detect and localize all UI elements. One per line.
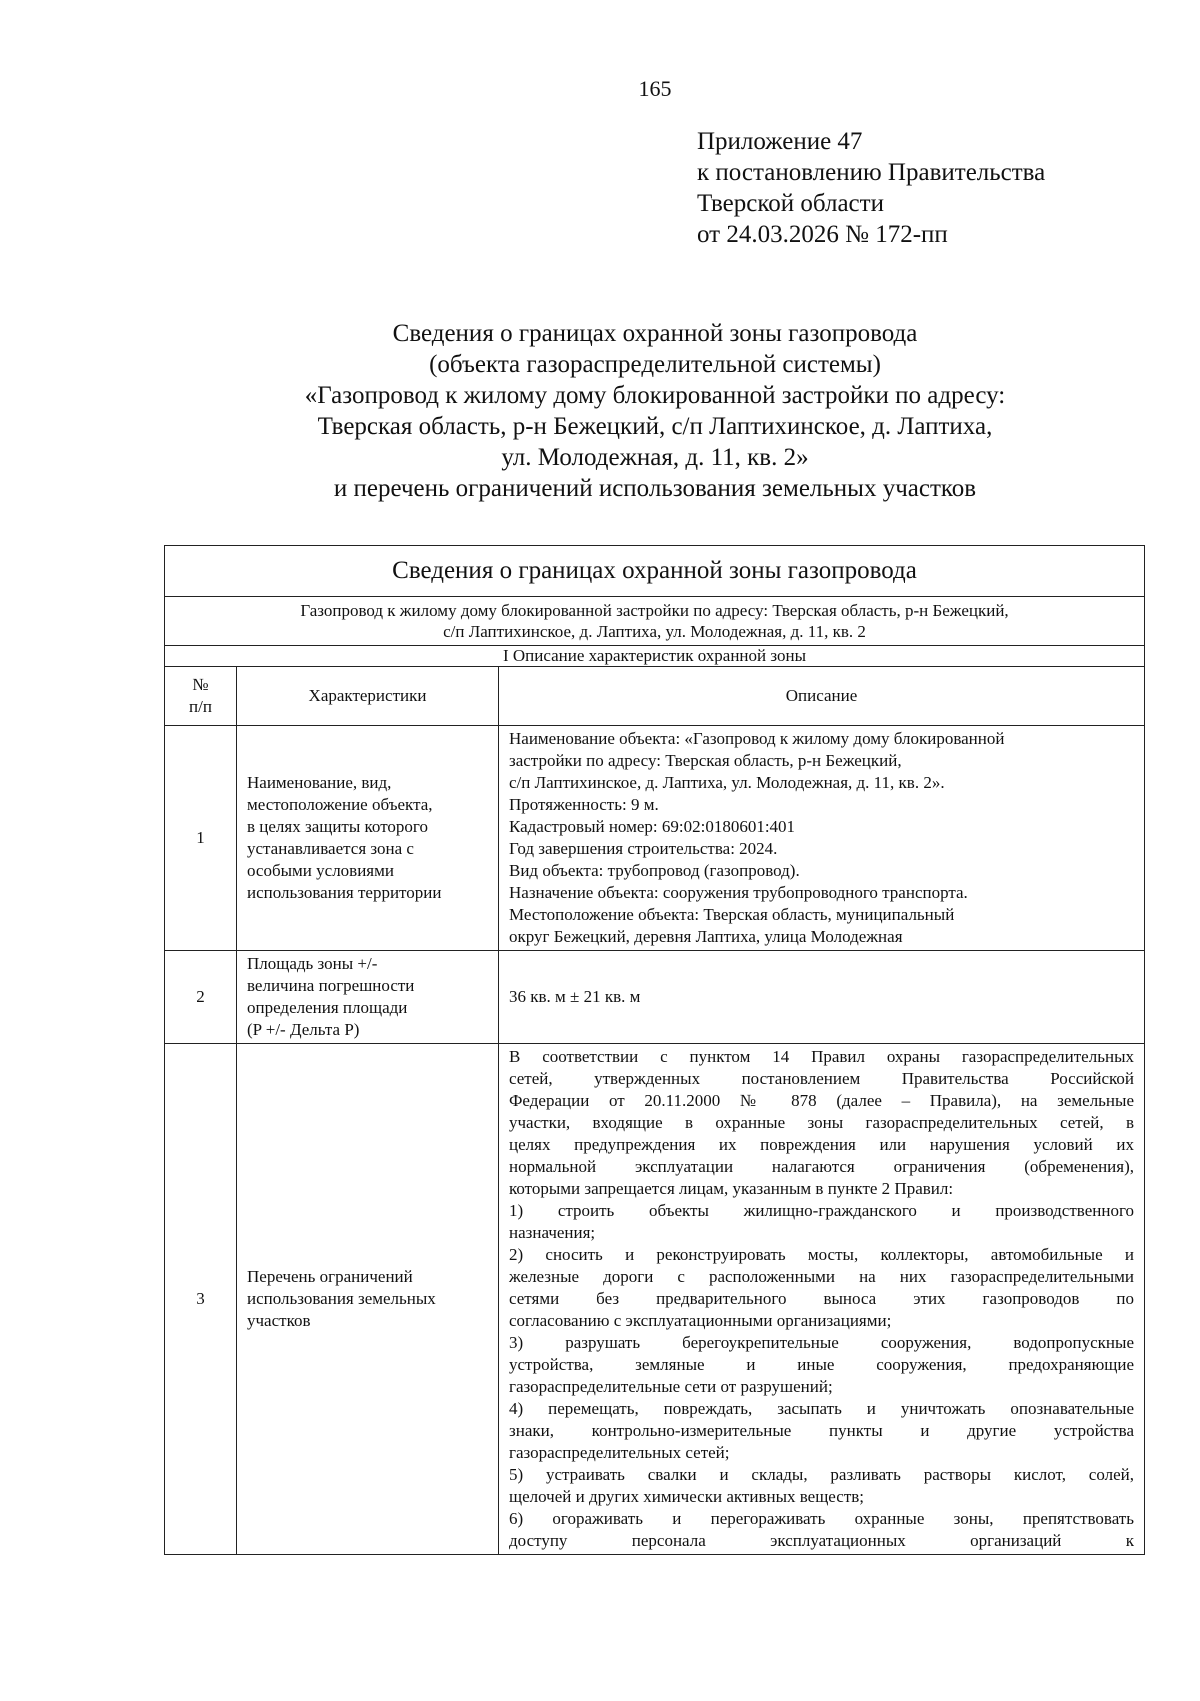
characteristic-line: Наименование, вид, xyxy=(247,773,392,792)
description-line: нормальной эксплуатации налагаются ограничения (обременения), xyxy=(509,1157,1134,1176)
description-line: устройства, земляные и иные сооружения, предохраняющие xyxy=(509,1355,1134,1374)
column-header-number xyxy=(165,667,237,726)
description-line: Наименование объекта: «Газопровод к жилому дому блокированной xyxy=(509,729,1005,748)
title-line: (объекта газораспределительной системы) xyxy=(429,351,881,378)
appendix-line: к постановлению Правительства xyxy=(697,159,1046,186)
description-line: В соответствии с пунктом 14 Правил охраны газораспределительных xyxy=(509,1047,1134,1066)
appendix-line: Приложение 47 xyxy=(697,128,863,155)
description-line: железные дороги с расположенными на них газораспределительными xyxy=(509,1267,1134,1286)
description-line: Федерации от 20.11.2000 № 878 (далее – Правила), на земельные xyxy=(509,1091,1134,1110)
description-line: Протяженность: 9 м. xyxy=(509,795,659,814)
description-line: 6) огораживать и перегораживать охранные зоны, препятствовать xyxy=(509,1509,1134,1528)
description-line: 1) строить объекты жилищно-гражданского и производственного xyxy=(509,1201,1134,1220)
characteristic-line: Перечень ограничений xyxy=(247,1267,413,1286)
title-line: Сведения о границах охранной зоны газопровода xyxy=(392,320,918,347)
table-row xyxy=(165,951,1145,1044)
description-line: сетей, утвержденных постановлением Правительства Российской xyxy=(509,1069,1134,1088)
row-number: 3 xyxy=(165,1044,237,1555)
column-header-number-line: п/п xyxy=(189,697,212,716)
description-line: Кадастровый номер: 69:02:0180601:401 xyxy=(509,817,796,836)
object-name-line: с/п Лаптихинское, д. Лаптиха, ул. Молодежная, д. 11, кв. 2 xyxy=(443,622,866,641)
description-line: газораспределительных сетей; xyxy=(509,1443,730,1462)
description-line: которыми запрещается лицам, указанным в пункте 2 Правил: xyxy=(509,1179,954,1198)
row-characteristic xyxy=(237,951,499,1044)
appendix-line: от 24.03.2026 № 172-пп xyxy=(697,221,948,248)
characteristic-line: в целях защиты которого xyxy=(247,817,428,836)
characteristic-line: использования территории xyxy=(247,883,442,902)
description-line: щелочей и других химически активных веществ; xyxy=(509,1487,864,1506)
row-characteristic xyxy=(237,1044,499,1555)
appendix-block xyxy=(697,126,1045,250)
row-number: 2 xyxy=(165,951,237,1044)
title-line: Тверская область, р-н Бежецкий, с/п Лаптихинское, д. Лаптиха, xyxy=(317,413,993,440)
description-line: округ Бежецкий, деревня Лаптиха, улица Молодежная xyxy=(509,927,903,946)
description-line: участки, входящие в охранные зоны газораспределительных сетей, в xyxy=(509,1113,1134,1132)
characteristic-line: участков xyxy=(247,1311,311,1330)
description-line: согласованию с эксплуатационными организациями; xyxy=(509,1311,892,1330)
characteristic-line: Площадь зоны +/- xyxy=(247,954,378,973)
characteristic-line: устанавливается зона с xyxy=(247,839,414,858)
title-line: и перечень ограничений использования земельных участков xyxy=(333,475,977,502)
row-characteristic xyxy=(237,726,499,951)
column-header-description: Описание xyxy=(499,667,1145,726)
title-line: «Газопровод к жилому дому блокированной застройки по адресу: xyxy=(304,382,1006,409)
description-line: застройки по адресу: Тверская область, р-н Бежецкий, xyxy=(509,751,902,770)
table-row xyxy=(165,726,1145,951)
characteristic-line: величина погрешности xyxy=(247,976,415,995)
object-name-line: Газопровод к жилому дому блокированной застройки по адресу: Тверская область, р-н Бежецкий, xyxy=(300,601,1009,620)
description-line: 36 кв. м ± 21 кв. м xyxy=(509,987,641,1006)
row-number: 1 xyxy=(165,726,237,951)
description-line: 2) сносить и реконструировать мосты, коллекторы, автомобильные и xyxy=(509,1245,1134,1264)
description-line: Вид объекта: трубопровод (газопровод). xyxy=(509,861,800,880)
row-description xyxy=(499,951,1145,1044)
table-object-name xyxy=(165,597,1145,646)
column-header-number-line: № xyxy=(192,675,209,694)
document-title xyxy=(160,318,1150,504)
description-line: Год завершения строительства: 2024. xyxy=(509,839,778,858)
description-line: 3) разрушать берегоукрепительные сооружения, водопропускные xyxy=(509,1333,1134,1352)
description-line: 5) устраивать свалки и склады, разливать растворы кислот, солей, xyxy=(509,1465,1134,1484)
appendix-line: Тверской области xyxy=(697,190,884,217)
section-title: I Описание характеристик охранной зоны xyxy=(165,646,1145,667)
description-line: сетями без предварительного выноса этих газопроводов по xyxy=(509,1289,1134,1308)
description-line: Назначение объекта: сооружения трубопроводного транспорта. xyxy=(509,883,968,902)
characteristic-line: использования земельных xyxy=(247,1289,436,1308)
characteristic-line: особыми условиями xyxy=(247,861,394,880)
table-row xyxy=(165,1044,1145,1555)
column-header-characteristics: Характеристики xyxy=(237,667,499,726)
description-line: назначения; xyxy=(509,1223,596,1242)
characteristic-line: местоположение объекта, xyxy=(247,795,433,814)
table-heading: Сведения о границах охранной зоны газопровода xyxy=(165,546,1145,597)
zone-table xyxy=(164,545,1145,1555)
description-line: с/п Лаптихинское, д. Лаптиха, ул. Молодежная, д. 11, кв. 2». xyxy=(509,773,945,792)
description-line: доступу персонала эксплуатационных организаций к xyxy=(509,1531,1134,1550)
description-line: Местоположение объекта: Тверская область, муниципальный xyxy=(509,905,955,924)
page-number: 165 xyxy=(638,76,672,101)
description-line: целях предупреждения их повреждения или нарушения условий их xyxy=(509,1135,1134,1154)
description-line: знаки, контрольно-измерительные пункты и другие устройства xyxy=(509,1421,1134,1440)
characteristic-line: (P +/- Дельта P) xyxy=(247,1020,360,1039)
description-line: газораспределительные сети от разрушений; xyxy=(509,1377,833,1396)
description-line: 4) перемещать, повреждать, засыпать и уничтожать опознавательные xyxy=(509,1399,1134,1418)
characteristic-line: определения площади xyxy=(247,998,408,1017)
row-description xyxy=(499,1044,1145,1555)
title-line: ул. Молодежная, д. 11, кв. 2» xyxy=(501,444,809,471)
row-description xyxy=(499,726,1145,951)
